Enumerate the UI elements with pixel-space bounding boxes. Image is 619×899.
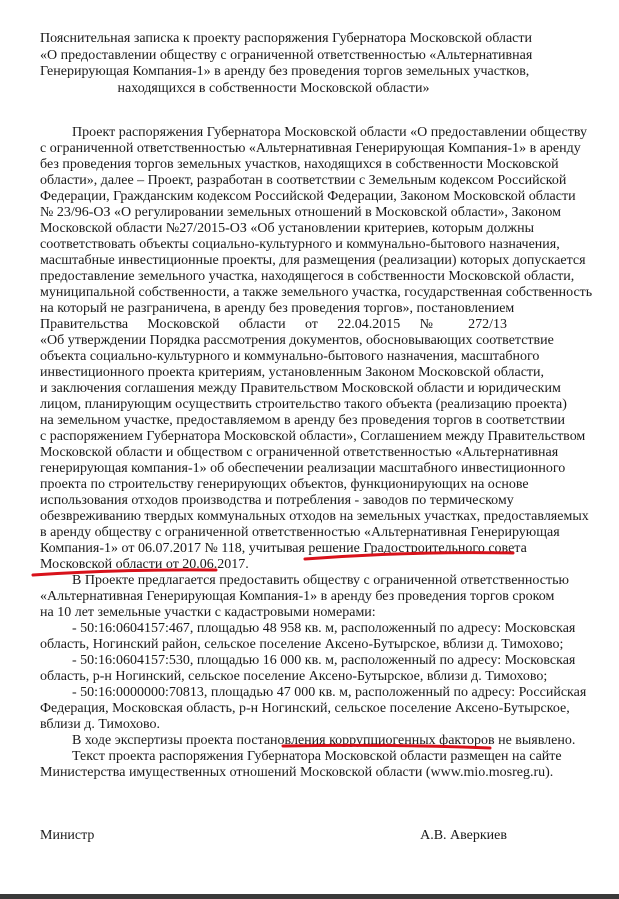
title-line: «О предоставлении обществу с ограниченной ответственностью «Альтернативная	[40, 47, 533, 63]
text-line: - 50:16:0000000:70813, площадью 47 000 кв. м, расположенный по адресу: Российская	[72, 685, 587, 700]
paragraph	[40, 573, 569, 621]
signature-role: Министр	[40, 828, 95, 843]
text-line: - 50:16:0604157:467, площадью 48 958 кв. м, расположенный по адресу: Московская	[72, 621, 576, 636]
text-line: область, Ногинский район, сельское поселение Аксено-Бутырское, вблизи д. Тимохово;	[40, 637, 564, 652]
text-line: Московской области от 20.06.2017.	[40, 557, 249, 572]
text-line: вблизи д. Тимохово.	[40, 717, 161, 732]
text-line: на 10 лет земельные участки с кадастровыми номерами:	[40, 605, 376, 620]
text-line: и заключения соглашения между Правительством Московской области и юридическим	[40, 381, 561, 396]
text-line: с ограниченной ответственностью «Альтернативная Генерирующая Компания-1» в аренду	[40, 141, 581, 156]
text-line: предоставление земельного участка, находящегося в собственности Московской области,	[40, 269, 575, 284]
text-line: соответствовать объекты социально-культурного и коммунально-бытового назначения,	[40, 237, 560, 252]
text-line: использования отходов производства и потребления - заводов по термическому	[40, 493, 514, 508]
text-line: объекта социально-культурного и коммунально-бытового назначения, масштабного	[40, 349, 540, 364]
title-line: находящихся в собственности Московской области»	[117, 80, 430, 96]
text-line: № 23/96-ОЗ «О регулировании земельных отношений в Московской области», Законом	[40, 205, 561, 220]
signature-name: А.В. Аверкиев	[420, 828, 507, 843]
text-line: инвестиционного проекта критериям, установленным Законом Московской области,	[40, 365, 545, 380]
text-line: области», далее – Проект, разработан в соответствии с Земельным кодексом Российской	[40, 173, 567, 188]
text-line: Правительства Московской области от 22.04.2015 № 272/13	[40, 317, 507, 332]
text-line: В ходе экспертизы проекта постановления коррупциогенных факторов не выявлено.	[72, 733, 576, 748]
paragraph	[40, 749, 562, 781]
text-line: без проведения торгов земельных участков, находящихся в собственности Московской	[40, 157, 559, 172]
paragraph	[40, 621, 576, 653]
text-line: Компания-1» от 06.07.2017 № 118, учитывая решение Градостроительного совета	[40, 541, 527, 556]
text-line: Текст проекта распоряжения Губернатора Московской области размещен на сайте	[72, 749, 562, 764]
text-line: - 50:16:0604157:530, площадью 16 000 кв. м, расположенный по адресу: Московская	[72, 653, 576, 668]
scan-bottom-edge	[0, 894, 619, 899]
paragraph	[40, 685, 587, 733]
text-line: Проект распоряжения Губернатора Московской области «О предоставлении обществу	[72, 125, 587, 140]
text-line: Министерства имущественных отношений Московской области (www.mio.mosreg.ru).	[40, 765, 554, 780]
text-line: на земельном участке, предоставляемом в аренду без проведения торгов в соответствии	[40, 413, 565, 428]
text-line: лицом, планирующим осуществить строительство такого объекта (реализацию проекта)	[40, 397, 567, 412]
text-line: Федерации, Гражданским кодексом Российской Федерации, Законом Московской области	[40, 189, 576, 204]
paragraph	[40, 733, 576, 749]
text-line: на который не разграничена, в аренду без проведения торгов», постановлением	[40, 301, 515, 316]
text-line: «Альтернативная Генерирующая Компания-1» в аренду без проведения торгов сроком	[40, 589, 555, 604]
text-line: обезвреживанию твердых коммунальных отходов на земельных участках, предоставляемых	[40, 509, 589, 524]
text-line: Федерация, Московская область, р-н Ногинский, сельское поселение Аксено-Бутырское,	[40, 701, 570, 716]
text-line: масштабные инвестиционные проекты, для размещения (реализации) которых допускается	[40, 253, 586, 268]
title-line: Пояснительная записка к проекту распоряжения Губернатора Московской области	[40, 31, 533, 46]
text-line: область, р-н Ногинский, сельское поселение Аксено-Бутырское, вблизи д. Тимохово;	[40, 669, 548, 684]
text-line: Московской области и обществом с ограниченной ответственностью «Альтернативная	[40, 445, 559, 460]
document-body	[40, 125, 593, 781]
text-line: «Об утверждении Порядка рассмотрения документов, обосновывающих соответствие	[40, 333, 554, 348]
title-line: Генерирующая Компания-1» в аренду без проведения торгов земельных участков,	[40, 64, 530, 79]
text-line: В Проекте предлагается предоставить обществу с ограниченной ответственностью	[72, 573, 569, 588]
document-title	[40, 31, 533, 97]
text-line: Московской области №27/2015-ОЗ «Об установлении критериев, которым должны	[40, 221, 534, 236]
paragraph	[40, 125, 593, 573]
text-line: генерирующая компания-1» об обеспечении реализации масштабного инвестиционного	[40, 461, 566, 476]
text-line: проекта по строительству генерирующих объектов, функционирующих на основе	[40, 477, 529, 492]
text-line: муниципальной собственности, а также земельного участка, государственная собственность	[40, 285, 593, 300]
text-line: в аренду обществу с ограниченной ответственностью «Альтернативная Генерирующая	[40, 525, 560, 540]
paragraph	[40, 653, 576, 685]
text-line: с распоряжением Губернатора Московской области», Соглашением между Правительством	[40, 429, 586, 444]
